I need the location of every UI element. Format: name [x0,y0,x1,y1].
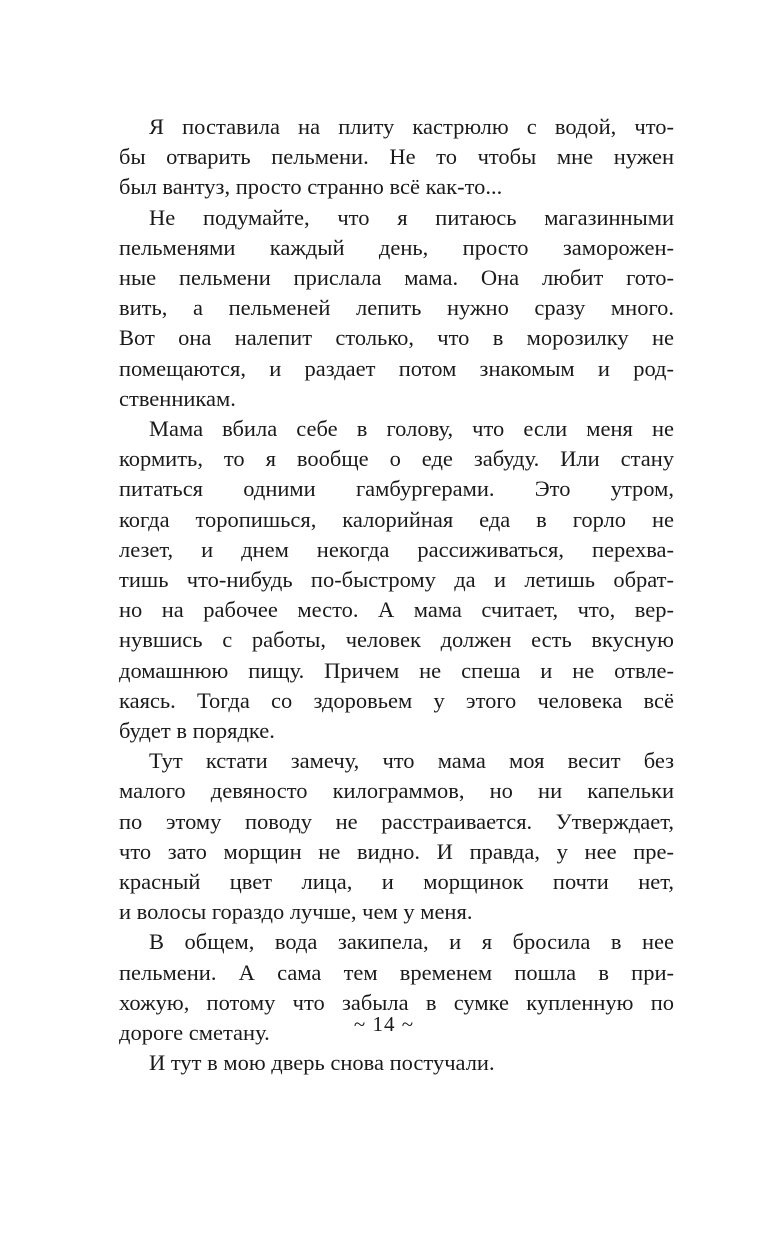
text-line: бы отварить пельмени. Не то чтобы мне нужен [119,144,674,170]
book-page-text [119,112,674,1079]
page-number: ~ 14 ~ [353,1012,415,1036]
text-line: лезет, и днем некогда рассиживаться, перехва- [119,536,674,562]
text-line: каясь. Тогда со здоровьем у этого человека всё [119,687,674,713]
text-line: хожую, потому что забыла в сумке купленную по [119,989,674,1015]
text-line: тишь что-нибудь по-быстрому да и летишь обрат- [119,567,674,593]
text-line: красный цвет лица, и морщинок почти нет, [119,869,674,895]
paragraph-6 [119,1048,674,1078]
text-line: вить, а пельменей лепить нужно сразу много. [119,295,674,321]
text-line: кормить, то я вообще о еде забуду. Или стану [119,446,674,472]
text-line: Не подумайте, что я питаюсь магазинными [149,204,674,230]
text-line: но на рабочее место. А мама считает, что, вер- [119,597,674,623]
text-line: пельмени. А сама тем временем пошла в при- [119,959,674,985]
text-line: питаться одними гамбургерами. Это утром, [119,476,674,502]
text-line: Я поставила на плиту кастрюлю с водой, что- [149,114,674,139]
text-line: был вантуз, просто странно всё как-то... [119,174,503,200]
text-line: И тут в мою дверь снова постучали. [149,1050,495,1076]
text-line: В общем, вода закипела, и я бросила в нее [149,929,674,955]
text-line: по этому поводу не расстраивается. Утверждает, [119,808,674,834]
text-line: помещаются, и раздает потом знакомым и род- [119,355,674,381]
text-line: малого девяносто килограммов, но ни капельки [119,778,674,804]
text-line: ные пельмени прислала мама. Она любит гото- [119,265,674,291]
text-line: когда торопишься, калорийная еда в горло не [119,506,674,532]
text-line: пельменями каждый день, просто заморожен- [119,234,674,260]
text-line: Тут кстати замечу, что мама моя весит без [149,748,674,774]
text-line: будет в порядке. [119,718,275,744]
text-line: Вот она налепит столько, что в морозилку не [119,325,674,351]
paragraph-3 [119,414,674,746]
text-line: что зато морщин не видно. И правда, у нее пре- [119,838,674,864]
text-line: Мама вбила себе в голову, что если меня не [149,416,674,442]
text-line: домашнюю пищу. Причем не спеша и не отвле- [119,657,674,683]
text-line: и волосы гораздо лучше, чем у меня. [119,899,473,925]
paragraph-4 [119,746,674,927]
text-line: дороге сметану. [119,1020,270,1046]
paragraph-1 [119,112,674,203]
paragraph-2 [119,203,674,414]
text-line: ственникам. [119,385,236,411]
text-line: нувшись с работы, человек должен есть вкусную [119,627,674,653]
